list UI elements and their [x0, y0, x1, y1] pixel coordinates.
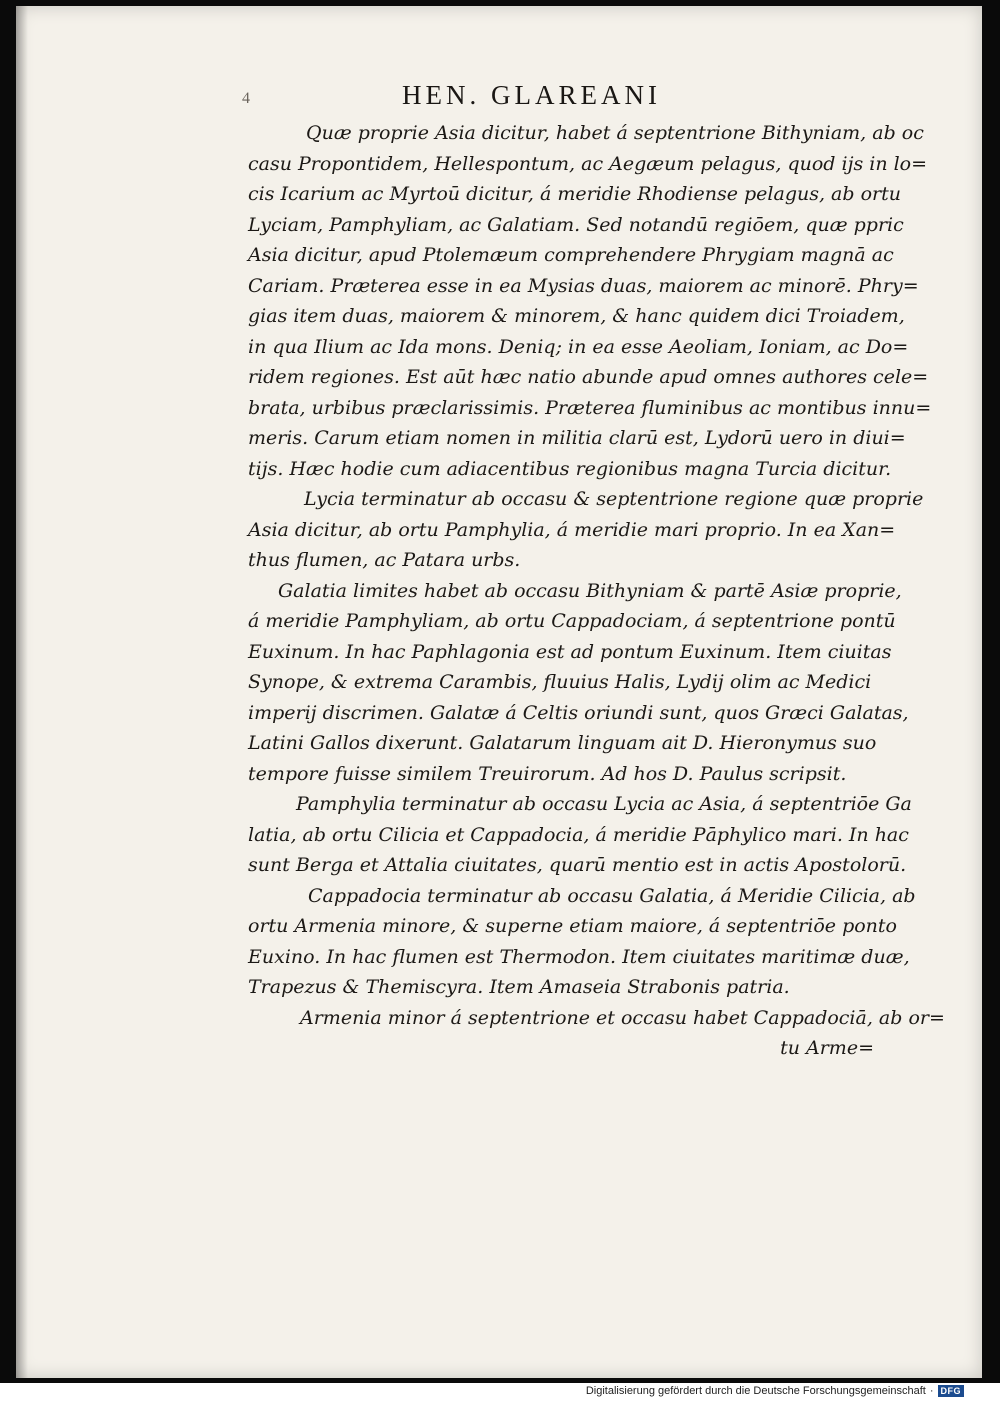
running-head: HEN. GLAREANI — [402, 80, 661, 110]
text-line: Latini Gallos dixerunt. Galatarum linguam ait D. Hieronymus suo — [248, 732, 877, 754]
text-line: tijs. Hæc hodie cum adiacentibus regionibus magna Turcia dicitur. — [248, 457, 892, 480]
text-line: cis Icarium ac Myrtoū dicitur, á meridie Rhodiense pelagus, ab ortu — [248, 183, 901, 205]
text-line: Cappadocia terminatur ab occasu Galatia, á Meridie Cilicia, ab — [308, 884, 916, 907]
text-line: ridem regiones. Est aūt hæc natio abunde apud omnes authores cele= — [248, 366, 929, 388]
text-line: sunt Berga et Attalia ciuitates, quarū mentio est in actis Apostolorū. — [248, 854, 907, 876]
text-line: tu Arme= — [780, 1037, 874, 1059]
digitization-credit: Digitalisierung gefördert durch die Deutsche Forschungsgemeinschaft · DFG — [586, 1385, 964, 1397]
text-line: Lyciam, Pamphyliam, ac Galatiam. Sed notandū regiōem, quæ ppric — [248, 213, 904, 236]
text-line: Pamphylia terminatur ab occasu Lycia ac Asia, á septentriōe Ga — [296, 793, 912, 815]
document-page — [16, 6, 982, 1378]
text-line: in qua Ilium ac Ida mons. Deniq; in ea esse Aeoliam, Ioniam, ac Do= — [248, 335, 909, 358]
text-line: Cariam. Præterea esse in ea Mysias duas, maiorem ac minorē. Phry= — [248, 274, 919, 297]
text-line: meris. Carum etiam nomen in militia clarū est, Lydorū uero in diui= — [248, 427, 906, 449]
text-line: Quæ proprie Asia dicitur, habet á septentrione Bithyniam, ab oc — [306, 122, 924, 144]
text-line: gias item duas, maiorem & minorem, & hanc quidem dici Troiadem, — [248, 305, 905, 327]
text-line: Euxinum. In hac Paphlagonia est ad pontum Euxinum. Item ciuitas — [248, 640, 892, 663]
text-line: casu Propontidem, Hellespontum, ac Aegæum pelagus, quod ijs in lo= — [248, 152, 928, 175]
text-line: Synope, & extrema Carambis, fluuius Halis, Lydij olim ac Medici — [248, 671, 872, 693]
text-line: ortu Armenia minore, & superne etiam maiore, á septentriōe ponto — [248, 915, 897, 937]
text-line: Asia dicitur, ab ortu Pamphylia, á meridie mari proprio. In ea Xan= — [248, 518, 896, 541]
credit-text: Digitalisierung gefördert durch die Deutsche Forschungsgemeinschaft — [585, 1385, 926, 1397]
text-line: Lycia terminatur ab occasu & septentrione regione quæ proprie — [304, 488, 924, 510]
text-line: Galatia limites habet ab occasu Bithyniam & partē Asiæ proprie, — [278, 579, 902, 602]
text-line: thus flumen, ac Patara urbs. — [248, 549, 521, 571]
folio-number: 4 — [242, 90, 250, 107]
text-line: Armenia minor á septentrione et occasu habet Cappadociā, ab or= — [300, 1006, 945, 1029]
text-line: latia, ab ortu Cilicia et Cappadocia, á meridie Pāphylico mari. In hac — [248, 823, 909, 846]
text-line: imperij discrimen. Galatæ á Celtis oriundi sunt, quos Græci Galatas, — [248, 701, 909, 724]
text-line: brata, urbibus præclarissimis. Præterea fluminibus ac montibus innu= — [248, 396, 932, 419]
body-text — [248, 118, 945, 1064]
text-line: Asia dicitur, apud Ptolemæum comprehendere Phrygiam magnā ac — [248, 244, 894, 266]
text-line: tempore fuisse similem Treuirorum. Ad hos D. Paulus scripsit. — [248, 762, 847, 785]
text-line: á meridie Pamphyliam, ab ortu Cappadociam, á septentrione pontū — [248, 610, 896, 632]
text-line: Trapezus & Themiscyra. Item Amaseia Strabonis patria. — [248, 976, 790, 998]
dfg-logo: DFG — [938, 1385, 965, 1397]
text-line: Euxino. In hac flumen est Thermodon. Item ciuitates maritimæ duæ, — [248, 945, 910, 968]
